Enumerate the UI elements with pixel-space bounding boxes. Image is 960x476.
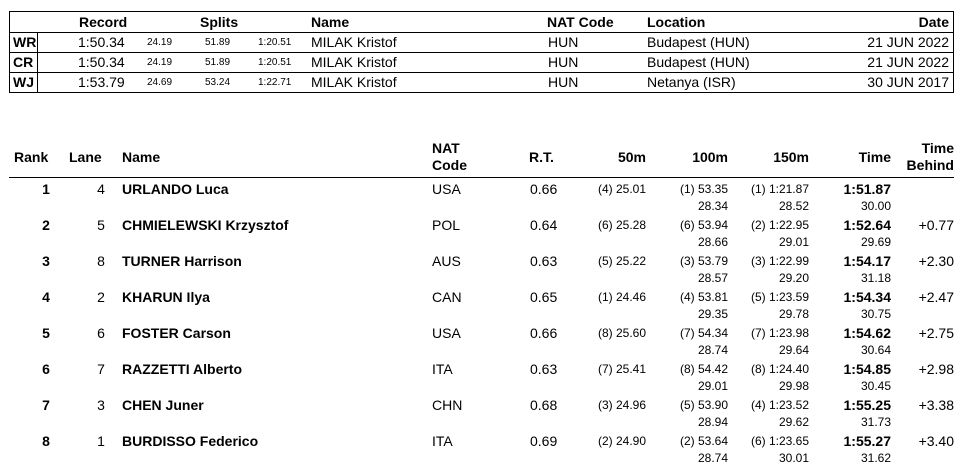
result-split-150m: (4) 1:23.52: [750, 398, 809, 412]
result-lap-200m: 31.73: [860, 415, 891, 429]
record-time: 1:53.79: [78, 74, 125, 90]
result-final-time: 1:55.27: [843, 433, 891, 449]
result-split-100m: (1) 53.35: [679, 182, 728, 196]
result-split-150m: (3) 1:22.99: [750, 254, 809, 268]
result-nat-code: CHN: [432, 397, 463, 413]
result-split-100m: (2) 53.64: [679, 434, 728, 448]
result-lap-150m: 29.64: [778, 343, 809, 357]
result-split-50m: (4) 25.01: [597, 182, 646, 196]
result-lane: 6: [97, 325, 105, 341]
result-time-behind: +3.40: [918, 433, 954, 449]
result-lane: 8: [97, 253, 105, 269]
result-split-50m: (8) 25.60: [597, 326, 646, 340]
result-split-150m: (2) 1:22.95: [750, 218, 809, 232]
record-split-50m: 24.19: [147, 37, 173, 48]
result-split-150m: (6) 1:23.65: [750, 434, 809, 448]
result-reaction-time: 0.69: [530, 433, 558, 449]
result-rank: 7: [42, 397, 50, 413]
result-nat-code: ITA: [432, 433, 453, 449]
result-lane: 3: [97, 397, 105, 413]
result-lane: 5: [97, 217, 105, 233]
result-lap-100m: 29.35: [697, 307, 728, 321]
results-header-rule: [9, 177, 954, 178]
result-nat-code: USA: [432, 181, 461, 197]
records-header-splits: Splits: [200, 14, 239, 30]
result-final-time: 1:54.34: [843, 289, 891, 305]
result-split-50m: (2) 24.90: [597, 434, 646, 448]
record-date: 21 JUN 2022: [867, 54, 949, 70]
record-code: CR: [13, 54, 34, 70]
result-lap-150m: 29.01: [778, 235, 809, 249]
result-lap-200m: 31.18: [860, 271, 891, 285]
result-reaction-time: 0.63: [530, 253, 558, 269]
record-location: Budapest (HUN): [647, 54, 750, 70]
record-split-150m: 1:20.51: [258, 57, 292, 68]
record-time: 1:50.34: [78, 54, 125, 70]
result-rank: 1: [42, 181, 50, 197]
record-split-100m: 51.89: [205, 57, 231, 68]
records-header-date: Date: [918, 14, 949, 30]
result-lane: 7: [97, 361, 105, 377]
result-nat-code: AUS: [432, 253, 461, 269]
result-lane: 1: [97, 433, 105, 449]
record-nat-code: HUN: [548, 74, 579, 90]
result-final-time: 1:55.25: [843, 397, 891, 413]
result-split-100m: (8) 54.42: [679, 362, 728, 376]
result-lane: 2: [97, 289, 105, 305]
result-rank: 6: [42, 361, 50, 377]
result-split-150m: (1) 1:21.87: [750, 182, 809, 196]
result-swimmer-name: CHEN Juner: [122, 397, 204, 413]
records-header-nat-code: NAT Code: [547, 14, 614, 30]
result-split-100m: (3) 53.79: [679, 254, 728, 268]
record-location: Budapest (HUN): [647, 34, 750, 50]
record-split-50m: 24.69: [147, 77, 173, 88]
result-reaction-time: 0.64: [530, 217, 558, 233]
result-split-50m: (1) 24.46: [597, 290, 646, 304]
records-header-location: Location: [647, 14, 706, 30]
result-time-behind: +3.38: [918, 397, 954, 413]
results-header-nat-code: Code: [432, 157, 467, 173]
result-lap-100m: 28.66: [697, 235, 728, 249]
result-lap-150m: 30.01: [778, 451, 809, 465]
result-nat-code: POL: [432, 217, 461, 233]
result-lap-100m: 28.34: [697, 199, 728, 213]
record-split-100m: 51.89: [205, 37, 231, 48]
record-date: 21 JUN 2022: [867, 34, 949, 50]
result-lap-100m: 29.01: [697, 379, 728, 393]
results-header-rank: Rank: [14, 149, 49, 165]
result-split-100m: (4) 53.81: [679, 290, 728, 304]
result-nat-code: CAN: [432, 289, 462, 305]
result-split-50m: (5) 25.22: [597, 254, 646, 268]
records-code-divider: [37, 33, 38, 92]
results-header-behind: Behind: [906, 157, 954, 173]
result-swimmer-name: KHARUN Ilya: [122, 289, 210, 305]
result-swimmer-name: TURNER Harrison: [122, 253, 242, 269]
results-header-time-behind: Time: [921, 140, 954, 156]
result-split-150m: (5) 1:23.59: [750, 290, 809, 304]
result-rank: 2: [42, 217, 50, 233]
results-header-nat: NAT: [432, 140, 460, 156]
result-split-100m: (6) 53.94: [679, 218, 728, 232]
result-swimmer-name: RAZZETTI Alberto: [122, 361, 243, 377]
records-row-divider: [10, 52, 953, 53]
result-rank: 4: [42, 289, 50, 305]
records-header-name: Name: [311, 14, 350, 30]
records-table: [9, 11, 954, 93]
result-reaction-time: 0.66: [530, 181, 558, 197]
result-split-50m: (3) 24.96: [597, 398, 646, 412]
result-lap-150m: 29.62: [778, 415, 809, 429]
result-reaction-time: 0.68: [530, 397, 558, 413]
result-time-behind: +2.98: [918, 361, 954, 377]
results-header-name: Name: [122, 149, 161, 165]
record-split-150m: 1:22.71: [258, 77, 292, 88]
result-swimmer-name: BURDISSO Federico: [122, 433, 259, 449]
result-final-time: 1:54.17: [843, 253, 891, 269]
result-reaction-time: 0.63: [530, 361, 558, 377]
records-header-divider: [10, 32, 953, 33]
result-split-100m: (7) 54.34: [679, 326, 728, 340]
record-date: 30 JUN 2017: [867, 74, 949, 90]
record-code: WR: [13, 34, 37, 50]
result-lap-100m: 28.57: [697, 271, 728, 285]
result-split-150m: (8) 1:24.40: [750, 362, 809, 376]
record-holder-name: MILAK Kristof: [311, 74, 397, 90]
result-rank: 5: [42, 325, 50, 341]
results-header-100m: 100m: [692, 149, 728, 165]
result-swimmer-name: FOSTER Carson: [122, 325, 231, 341]
result-split-100m: (5) 53.90: [679, 398, 728, 412]
results-header-time: Time: [858, 149, 891, 165]
result-lap-150m: 29.78: [778, 307, 809, 321]
record-code: WJ: [13, 74, 34, 90]
record-location: Netanya (ISR): [647, 74, 736, 90]
result-reaction-time: 0.65: [530, 289, 558, 305]
result-swimmer-name: URLANDO Luca: [122, 181, 229, 197]
result-lap-200m: 30.45: [860, 379, 891, 393]
result-reaction-time: 0.66: [530, 325, 558, 341]
result-rank: 3: [42, 253, 50, 269]
result-split-50m: (6) 25.28: [597, 218, 646, 232]
record-nat-code: HUN: [548, 34, 579, 50]
result-time-behind: +2.30: [918, 253, 954, 269]
records-header-record: Record: [79, 14, 128, 30]
results-header-50m: 50m: [617, 149, 646, 165]
result-lap-100m: 28.74: [697, 343, 728, 357]
record-time: 1:50.34: [78, 34, 125, 50]
result-lap-200m: 30.75: [860, 307, 891, 321]
result-time-behind: +2.47: [918, 289, 954, 305]
result-nat-code: USA: [432, 325, 461, 341]
result-lap-200m: 30.64: [860, 343, 891, 357]
result-split-150m: (7) 1:23.98: [750, 326, 809, 340]
result-lap-100m: 28.94: [697, 415, 728, 429]
result-lap-200m: 31.62: [860, 451, 891, 465]
result-split-50m: (7) 25.41: [597, 362, 646, 376]
result-lap-150m: 28.52: [778, 199, 809, 213]
result-rank: 8: [42, 433, 50, 449]
result-swimmer-name: CHMIELEWSKI Krzysztof: [122, 217, 289, 233]
result-time-behind: +2.75: [918, 325, 954, 341]
result-final-time: 1:54.85: [843, 361, 891, 377]
results-header-150m: 150m: [773, 149, 809, 165]
record-nat-code: HUN: [548, 54, 579, 70]
record-split-150m: 1:20.51: [258, 37, 292, 48]
result-lap-100m: 28.74: [697, 451, 728, 465]
record-split-100m: 53.24: [205, 77, 231, 88]
record-holder-name: MILAK Kristof: [311, 54, 397, 70]
record-holder-name: MILAK Kristof: [311, 34, 397, 50]
result-lane: 4: [97, 181, 105, 197]
result-lap-150m: 29.20: [778, 271, 809, 285]
result-final-time: 1:54.62: [843, 325, 891, 341]
records-row-divider: [10, 72, 953, 73]
result-lap-200m: 30.00: [860, 199, 891, 213]
results-header-rt: R.T.: [529, 149, 554, 165]
result-final-time: 1:51.87: [843, 181, 891, 197]
result-final-time: 1:52.64: [843, 217, 891, 233]
record-split-50m: 24.19: [147, 57, 173, 68]
result-nat-code: ITA: [432, 361, 453, 377]
result-lap-150m: 29.98: [778, 379, 809, 393]
results-header-lane: Lane: [69, 149, 102, 165]
result-time-behind: +0.77: [918, 217, 954, 233]
result-lap-200m: 29.69: [860, 235, 891, 249]
